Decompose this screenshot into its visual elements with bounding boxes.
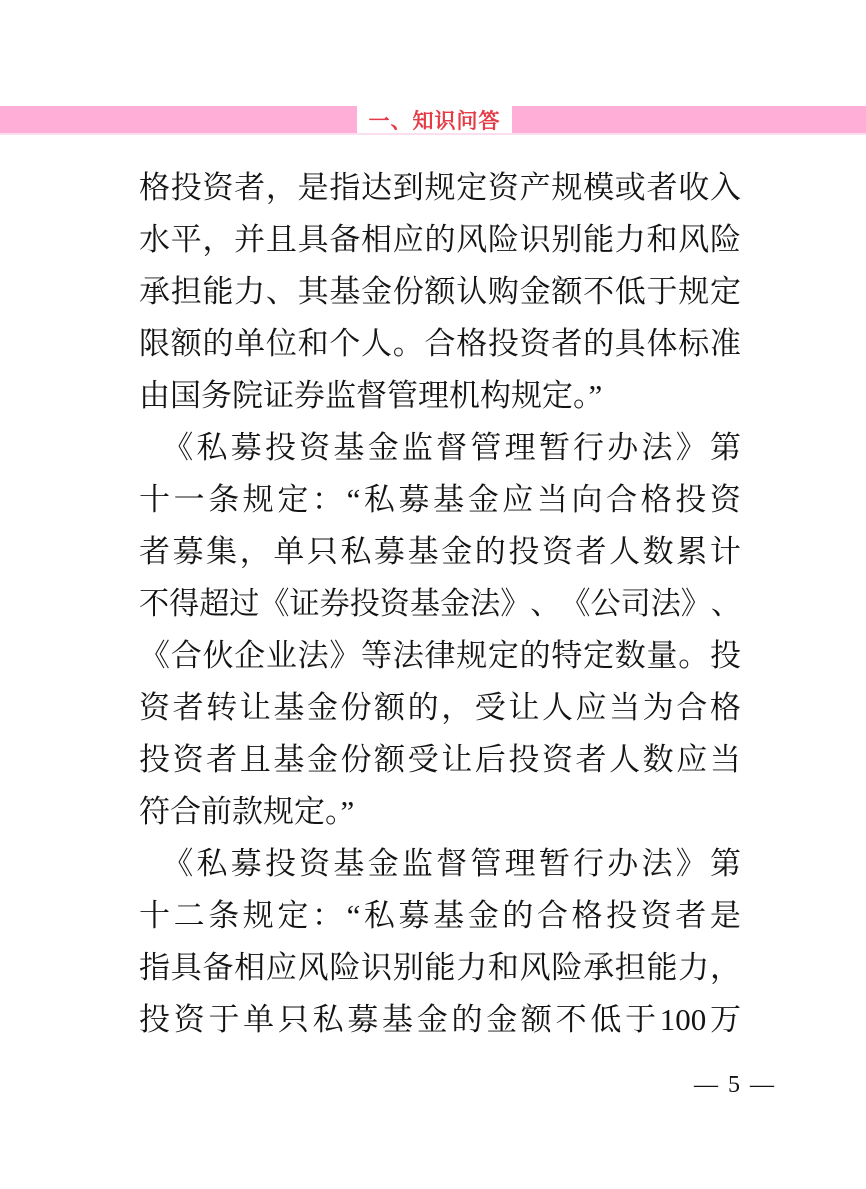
text-line: 限 额 的 单 位 和 个 人 。 合 格 投 资 者 的 具 体 标 准 [139, 326, 741, 361]
header-title-gap [357, 106, 512, 133]
text-line: 投 资 于 单 只 私 募 基 金 的 金 额 不 低 于 100 万 [139, 1002, 741, 1037]
header-bar-left [0, 106, 357, 133]
text-line: 《 私 募 投 资 基 金 监 督 管 理 暂 行 办 法 》 第 [139, 838, 741, 890]
text-line: 指 具 备 相 应 风 险 识 别 能 力 和 风 险 承 担 能 力 ， [139, 950, 741, 985]
text-line: 投 资 者 且 基 金 份 额 受 让 后 投 资 者 人 数 应 当 [139, 742, 741, 777]
text-line: 由国务院证券监督管理机构规定。” [139, 378, 603, 413]
text-line: 水 平 ， 并 且 具 备 相 应 的 风 险 识 别 能 力 和 风 险 [139, 222, 741, 257]
text-line: 格 投 资 者 ， 是 指 达 到 规 定 资 产 规 模 或 者 收 入 [139, 170, 741, 205]
page-header [0, 106, 866, 133]
text-line: 者 募 集 ， 单 只 私 募 基 金 的 投 资 者 人 数 累 计 [139, 534, 741, 569]
text-line: 十 一 条 规 定 ： “ 私 募 基 金 应 当 向 合 格 投 资 [139, 482, 741, 517]
header-bar-right [512, 106, 866, 133]
page-number: — 5 — [694, 1072, 776, 1098]
header-bar-edge [0, 133, 866, 135]
text-line: 十 二 条 规 定 ： “ 私 募 基 金 的 合 格 投 资 者 是 [139, 898, 741, 933]
text-line: 承 担 能 力 、 其 基 金 份 额 认 购 金 额 不 低 于 规 定 [139, 274, 741, 309]
text-line: 《 合 伙 企 业 法 》 等 法 律 规 定 的 特 定 数 量 。 投 [139, 638, 741, 673]
text-line: 《 私 募 投 资 基 金 监 督 管 理 暂 行 办 法 》 第 [139, 422, 741, 474]
text-line: 不 得 超 过 《 证 券 投 资 基 金 法 》 、 《 公 司 法 》 、 [139, 586, 741, 621]
paragraph-indent [139, 457, 159, 458]
section-title: 一、知识问答 [368, 109, 501, 133]
text-line: 符合前款规定。” [139, 794, 355, 829]
body-text [139, 162, 741, 1046]
text-line: 资 者 转 让 基 金 份 额 的 ， 受 让 人 应 当 为 合 格 [139, 690, 741, 725]
paragraph-indent [139, 873, 159, 874]
